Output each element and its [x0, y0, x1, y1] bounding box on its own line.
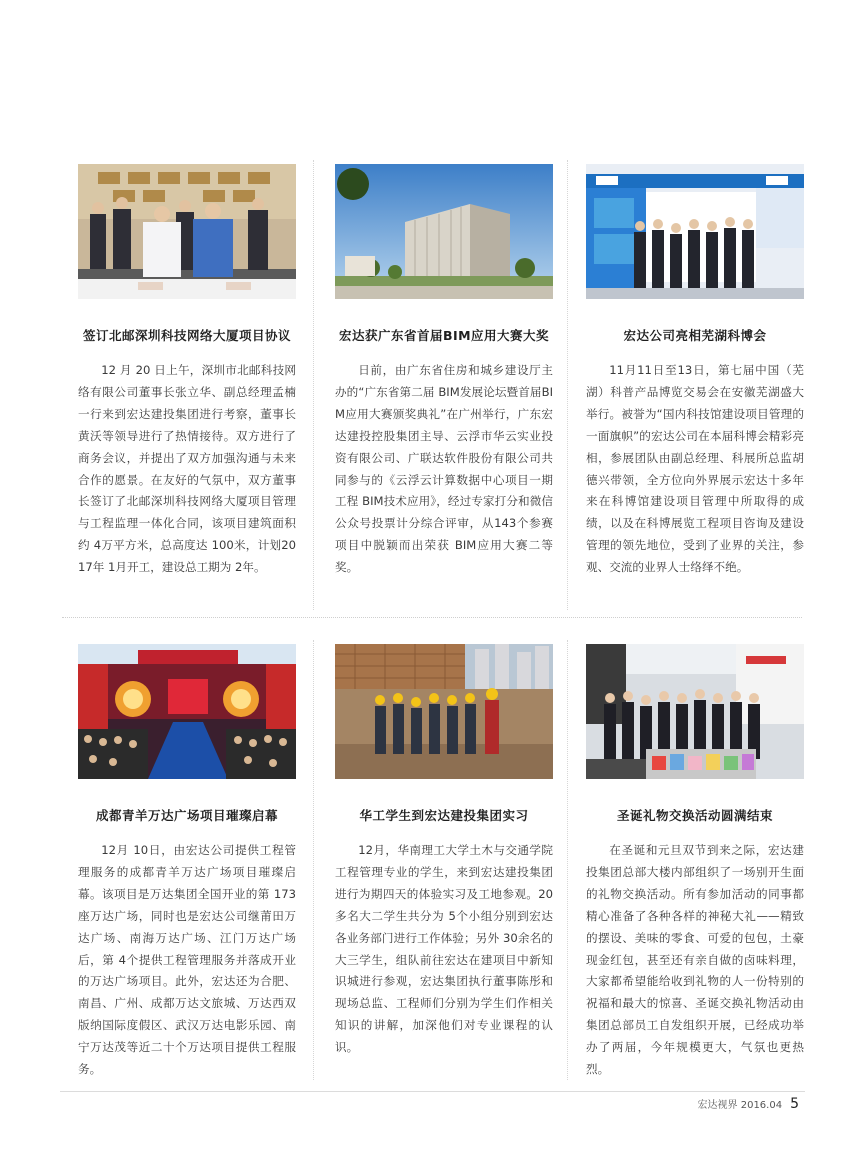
page-number: 5	[790, 1096, 799, 1112]
article-body: 日前，由广东省住房和城乡建设厅主办的“广东省第二届 BIM发展论坛暨首届BIM应用大赛颁奖典礼”在广州举行，广东宏达建投控股集团主导、云浮市华云实业投资有限公司、广联达软件股份有限公司共同参与的《云浮云计算数据中心项目一期工程 BIM技术应用》，经过专家打分和微信公众号投票计分综合评审，从143个参赛项目中脱颖而出荣获 BIM应用大赛二等奖。	[335, 363, 553, 575]
wanda-opening-stage-photo	[78, 644, 296, 779]
column-divider-left-lower	[313, 640, 314, 1080]
article-card	[335, 164, 553, 579]
publication-name: 宏达视界 2016.04	[697, 1100, 783, 1111]
article-title: 成都青羊万达广场项目璀璨启幕	[95, 808, 278, 823]
article-body: 12 月 20 日上午，深圳市北邮科技网络有限公司董事长张立华、副总经理孟楠一行来到宏达建投集团进行考察，董事长黄沃等领导进行了热情接待。双方进行了商务会议，并提出了双方加强沟通与未来合作的愿景。在友好的气氛中，双方董事长签订了北邮深圳科技网络大厦项目管理与工程监理一体化合同，该项目建筑面积约 4万平方米，总高度达 100米，计划2017年 1月开工，建设总工期为 2年。	[78, 363, 296, 575]
article-title: 宏达获广东省首届BIM应用大赛大奖	[338, 328, 550, 343]
column-divider-right	[567, 160, 568, 610]
article-title: 宏达公司亮相芜湖科博会	[623, 328, 767, 343]
expo-booth-photo	[586, 164, 804, 299]
article-body: 12月 10日，由宏达公司提供工程管理服务的成都青羊万达广场项目璀璨启幕。该项目是万达集团全国开业的第 173座万达广场，同时也是宏达公司继莆田万达广场、南海万达广场、江门万达广场后，第 4个提供工程管理服务并落成开业的万达广场项目。此外，宏达还为合肥、南昌、广州、成都万达文旅城、万达西双版纳国际度假区、武汉万达电影乐园、南宁万达茂等近二十个万达项目提供工程服务。	[78, 843, 296, 1077]
article-title: 签订北邮深圳科技网络大厦项目协议	[82, 328, 291, 343]
column-divider-right-lower	[567, 640, 568, 1080]
article-body: 在圣诞和元旦双节到来之际，宏达建投集团总部大楼内部组织了一场别开生面的礼物交换活动。所有参加活动的同事都精心准备了各种各样的神秘大礼——精致的摆设、美味的零食、可爱的包包，土豪现金红包，甚至还有亲自做的卤味料理，大家都希望能给收到礼物的人一份特别的祝福和最大的惊喜、圣诞交换礼物活动由集团总部员工自发组织开展，已经成功举办了两届，今年规模更大，气氛也更热烈。	[586, 843, 804, 1077]
construction-site-visit-photo	[335, 644, 553, 779]
page-footer	[698, 1096, 799, 1112]
article-title: 圣诞礼物交换活动圆满结束	[616, 808, 773, 823]
footer-divider	[60, 1091, 805, 1092]
article-body: 12月，华南理工大学土木与交通学院工程管理专业的学生，来到宏达建投集团进行为期四天的体验实习及工地参观。20多名大二学生共分为 5个小组分别到宏达各业务部门进行工作体验；另外 30余名的大三学生，组队前往宏达在建项目中新知识城进行参观，宏达集团执行董事陈彤和现场总监、工程师们分别为学生们作相关知识的讲解，加深他们对专业课程的认识。	[335, 843, 553, 1055]
article-card	[586, 644, 804, 1081]
article-title: 华工学生到宏达建投集团实习	[359, 808, 529, 823]
row-divider	[62, 617, 802, 618]
column-divider-left	[313, 160, 314, 610]
article-card	[78, 644, 296, 1081]
article-card	[78, 164, 296, 579]
christmas-gift-exchange-photo	[586, 644, 804, 779]
article-body: 11月11日至13日，第七届中国（芜湖）科普产品博览交易会在安徽芜湖盛大举行。被誉为“国内科技馆建设项目管理的一面旗帜”的宏达公司在本届科博会精彩亮相，参展团队由副总经理、科展所总监胡德兴带领，全方位向外界展示宏达十多年来在科博馆建设项目管理中所取得的成绩，以及在科博展览工程项目咨询及建设管理的领先地位，受到了业界的关注，参观、交流的业界人士络绎不绝。	[586, 363, 804, 575]
article-card	[335, 644, 553, 1059]
article-card	[586, 164, 804, 579]
signing-ceremony-photo	[78, 164, 296, 299]
bim-building-rendering-photo	[335, 164, 553, 299]
